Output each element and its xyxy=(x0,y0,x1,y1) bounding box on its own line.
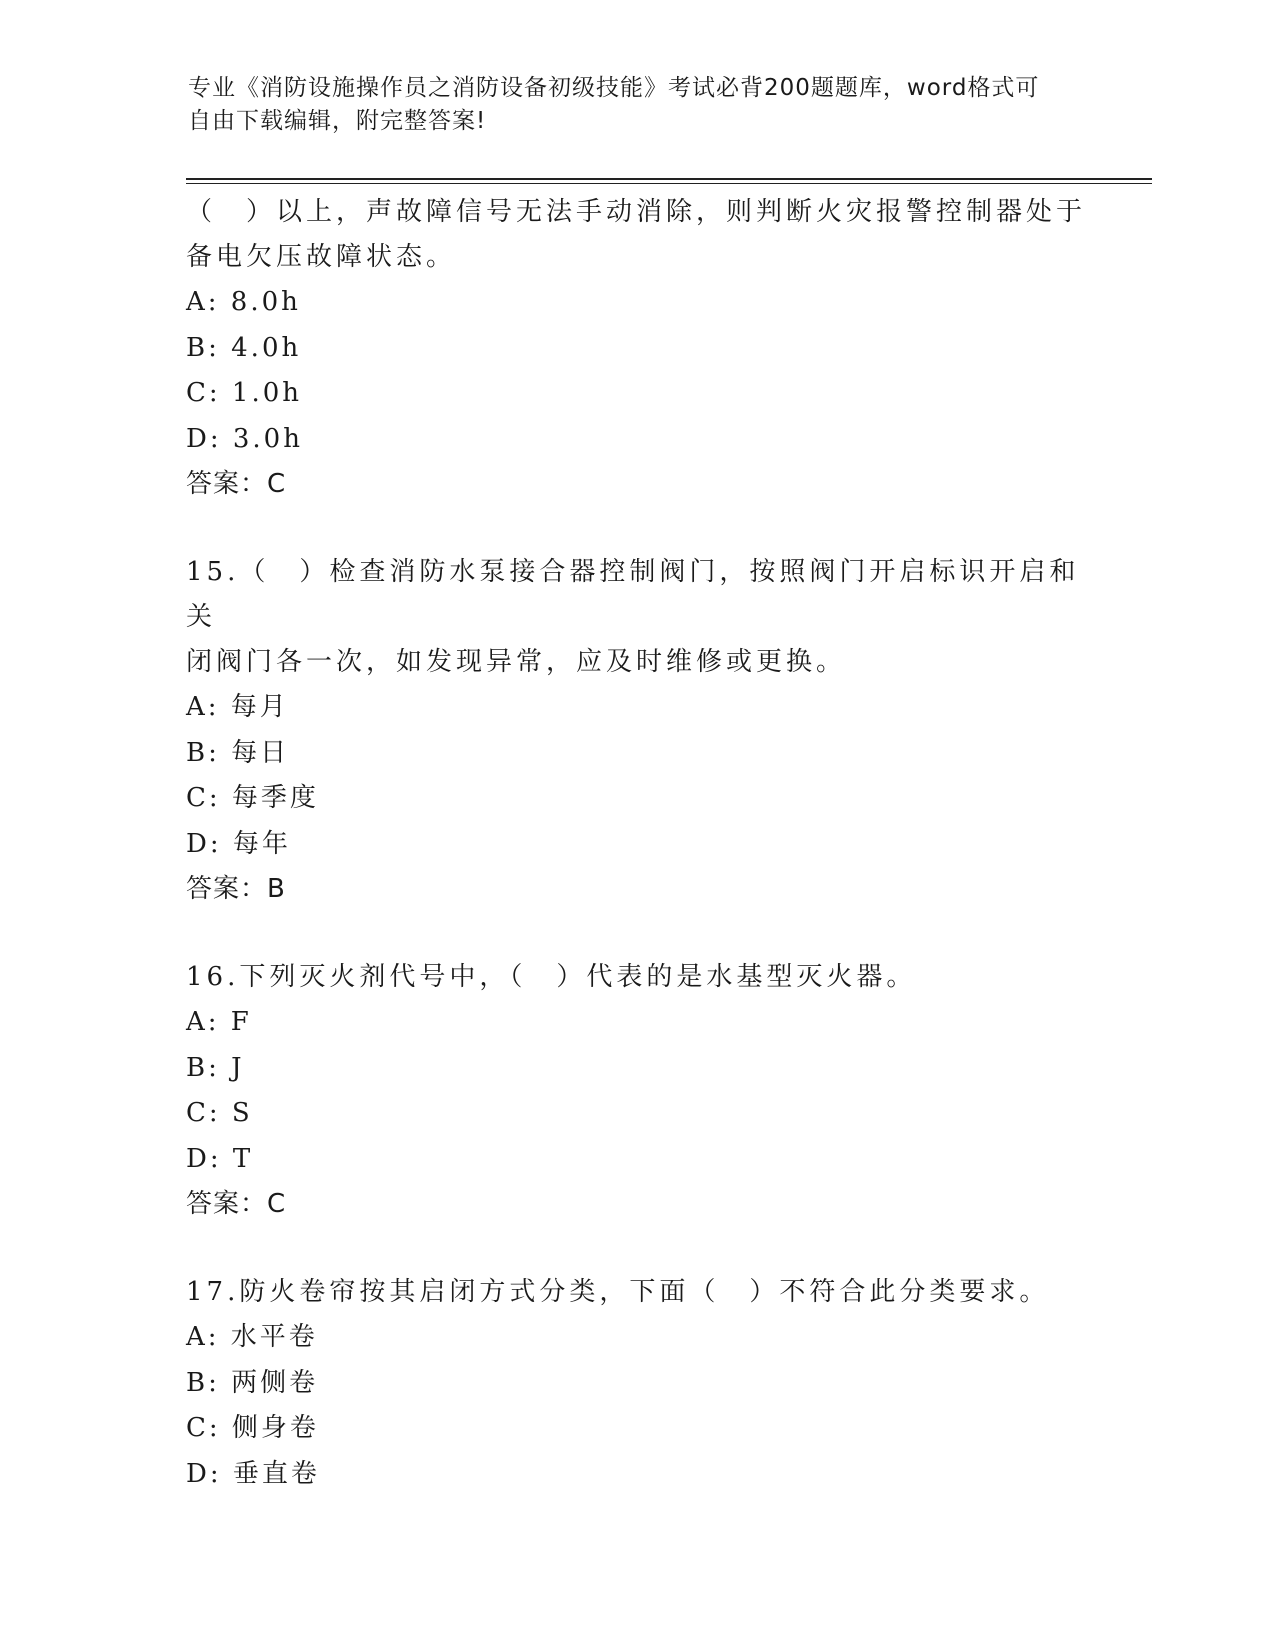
question-list xyxy=(186,190,1086,1497)
header-line-1: 专业《消防设施操作员之消防设备初级技能》考试必背200题题库，word格式可 xyxy=(188,75,1040,101)
header-line-2: 自由下载编辑，附完整答案! xyxy=(188,108,487,134)
question-block xyxy=(186,550,1086,911)
option-d: D: 垂直卷 xyxy=(186,1458,320,1489)
option-a: A: 每月 xyxy=(186,692,289,722)
option-c: C: 每季度 xyxy=(186,783,319,813)
question-text-line: 17.防火卷帘按其启闭方式分类，下面（ ）不符合此分类要求。 xyxy=(186,1277,1050,1307)
option-a: A: F xyxy=(186,1007,252,1037)
answer-line: 答案：C xyxy=(186,1189,287,1219)
option-c: C: 侧身卷 xyxy=(186,1413,319,1443)
question-text-line: 备电欠压故障状态。 xyxy=(186,242,457,272)
option-a: A: 8.0h xyxy=(186,287,301,317)
option-c: C: S xyxy=(186,1098,253,1128)
header-divider-thick xyxy=(186,178,1152,180)
question-text-line: 闭阀门各一次，如发现异常，应及时维修或更换。 xyxy=(186,647,847,677)
question-block xyxy=(186,955,1086,1226)
question-block xyxy=(186,1270,1086,1497)
answer-line: 答案：C xyxy=(186,469,287,499)
option-a: A: 水平卷 xyxy=(186,1322,318,1352)
option-b: B: 4.0h xyxy=(186,332,302,363)
option-b: B: 两侧卷 xyxy=(186,1367,319,1398)
option-d: D: T xyxy=(186,1143,254,1174)
question-text-line: （ ）以上，声故障信号无法手动消除，则判断火灾报警控制器处于 xyxy=(186,197,1087,227)
option-b: B: J xyxy=(186,1052,245,1083)
option-b: B: 每日 xyxy=(186,737,290,768)
header-divider-thin xyxy=(186,183,1152,184)
question-text-line: 16.下列灭火剂代号中，（ ）代表的是水基型灭火器。 xyxy=(186,962,917,992)
document-header xyxy=(188,72,1088,138)
question-text-line: 15.（ ）检查消防水泵接合器控制阀门，按照阀门开启标识开启和关 xyxy=(186,557,1080,632)
answer-line: 答案：B xyxy=(186,874,286,904)
option-d: D: 每年 xyxy=(186,828,291,859)
question-block xyxy=(186,190,1086,506)
option-d: D: 3.0h xyxy=(186,423,303,454)
option-c: C: 1.0h xyxy=(186,378,303,408)
